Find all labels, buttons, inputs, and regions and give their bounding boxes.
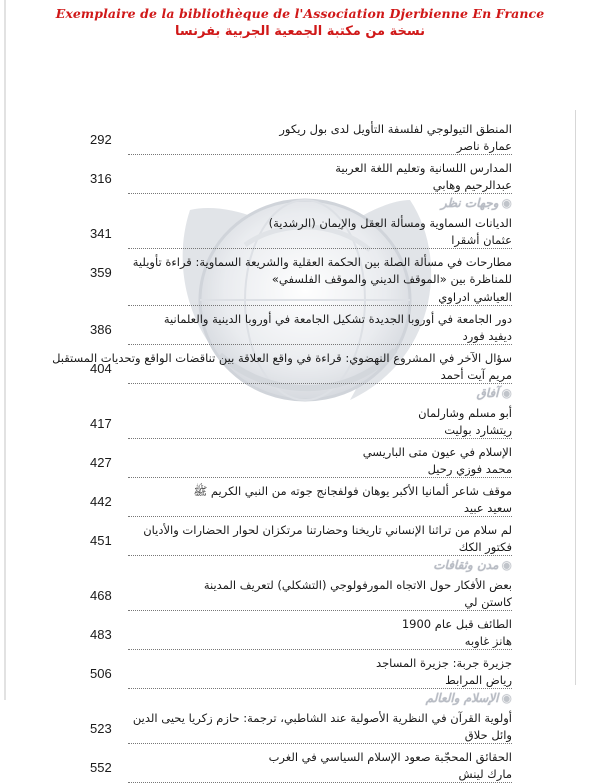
toc-entry-author: محمد فوزي رحيل: [427, 462, 512, 476]
toc-entry-author: عبدالرحيم وهابي: [432, 178, 512, 192]
toc-entry-page-number: 386: [90, 322, 112, 337]
section-ornament-icon: ◉: [501, 196, 512, 210]
toc-entry-page-number: 417: [90, 416, 112, 431]
toc-entry-author: عمارة ناصر: [456, 139, 512, 153]
toc-entry-title: مطارحات في مسألة الصلة بين الحكمة العقلية والشريعة السماوية: قراءة تأويلية: [132, 255, 512, 269]
toc-entry-author: وائل حلاق: [464, 728, 512, 742]
toc-entry-author: مريم آيت أحمد: [440, 368, 512, 382]
leader-dots: [128, 248, 512, 249]
toc-entry-page-number: 451: [90, 533, 112, 548]
library-stamp-french: Exemplaire de la bibliothèque de l'Association Djerbienne En France: [55, 6, 545, 21]
toc-entry-author: العياشي ادراوي: [438, 290, 512, 304]
leader-dots: [128, 610, 512, 611]
leader-dots: [128, 154, 512, 155]
toc-entry-title: جزيرة جربة: جزيرة المساجد: [376, 656, 512, 670]
toc-entry-page-number: 506: [90, 666, 112, 681]
toc-entry-title: الحقائق المحجّبة صعود الإسلام السياسي في الغرب: [268, 750, 512, 764]
section-ornament-icon: ◉: [501, 386, 512, 400]
section-heading-text: وجهات نظر: [440, 196, 499, 210]
section-heading-text: مدن وثقافات: [433, 558, 499, 572]
section-heading-text: آفاق: [476, 386, 499, 400]
section-heading: [426, 691, 512, 705]
toc-entry-page-number: 427: [90, 455, 112, 470]
leader-dots: [128, 555, 512, 556]
toc-entry-author: سعيد عبيد: [463, 501, 512, 515]
toc-entry-title: لم سلام من تراثنا الإنساني تاريخنا وحضارتنا مرتكزان لحوار الحضارات والأديان: [143, 523, 512, 537]
toc-entry-author: رياض المرابط: [445, 673, 512, 687]
toc-entry-title: دور الجامعة في أوروبا الجديدة تشكيل الجامعة في أوروبا الدينية والعلمانية: [163, 312, 512, 326]
library-stamp-arabic: نسخة من مكتبة الجمعية الجربية بفرنسا: [175, 24, 425, 39]
toc-entry-title: موقف شاعر ألمانيا الأكبر يوهان فولفجانج جوته من النبي الكريم ﷺ: [193, 484, 512, 498]
toc-entry-title: الطائف قبل عام 1900: [401, 617, 512, 631]
leader-dots: [128, 305, 512, 306]
section-heading: [441, 196, 512, 210]
section-heading: [433, 558, 512, 572]
leader-dots: [128, 193, 512, 194]
toc-entry-page-number: 292: [90, 132, 112, 147]
toc-entry-title: بعض الأفكار حول الاتجاه المورفولوجي (التشكلي) لتعريف المدينة: [203, 578, 512, 592]
toc-entry-author: عثمان أشقرا: [451, 233, 512, 247]
toc-entry-author: فكتور الكك: [458, 540, 512, 554]
toc-entry-title: أبو مسلم وشارلمان: [418, 406, 512, 420]
section-heading-text: الإسلام والعالم: [425, 691, 499, 705]
section-ornament-icon: ◉: [501, 558, 512, 572]
toc-entry-page-number: 552: [90, 760, 112, 775]
toc-entry-page-number: 404: [90, 361, 112, 376]
leader-dots: [128, 477, 512, 478]
toc-entry-page-number: 442: [90, 494, 112, 509]
toc-entry-title: المدارس اللسانية وتعليم اللغة العربية: [335, 161, 512, 175]
toc-entry-title: الإسلام في عيون متى الباريسي: [362, 445, 512, 459]
toc-entry-author: هانز غاوبه: [464, 634, 512, 648]
toc-entry-page-number: 483: [90, 627, 112, 642]
toc-entry-title-continued: للمناظرة بين «الموقف الديني والموقف الفلسفي»: [271, 272, 512, 286]
leader-dots: [128, 688, 512, 689]
toc-entry-page-number: 341: [90, 226, 112, 241]
toc-entry-author: ديفيد فورد: [462, 329, 512, 343]
toc-entry-author: ريتشارد بوليت: [444, 423, 512, 437]
toc-entry-page-number: 359: [90, 265, 112, 280]
toc-entry-author: كاستن لي: [464, 595, 512, 609]
section-heading: [476, 386, 512, 400]
leader-dots: [128, 383, 512, 384]
toc-entry-page-number: 468: [90, 588, 112, 603]
leader-dots: [128, 438, 512, 439]
toc-entry-author: مارك لينش: [458, 767, 512, 781]
toc-entry-title: المنطق التيولوجي لفلسفة التأويل لدى بول ريكور: [279, 122, 512, 136]
toc-entry-title: الديانات السماوية ومسألة العقل والإيمان (الرشدية): [268, 216, 512, 230]
section-ornament-icon: ◉: [501, 691, 512, 705]
leader-dots: [128, 516, 512, 517]
leader-dots: [128, 344, 512, 345]
leader-dots: [128, 743, 512, 744]
toc-entry-title: أولوية القرآن في النظرية الأصولية عند الشاطبي، ترجمة: حازم زكريا يحيى الدين: [132, 711, 512, 725]
leader-dots: [128, 649, 512, 650]
toc-entry-title: سؤال الآخر في المشروع النهضوي: قراءة في واقع العلاقة بين تناقضات الواقع وتحديات المستقبل: [52, 351, 512, 365]
toc-entry-page-number: 523: [90, 721, 112, 736]
toc-entry-page-number: 316: [90, 171, 112, 186]
